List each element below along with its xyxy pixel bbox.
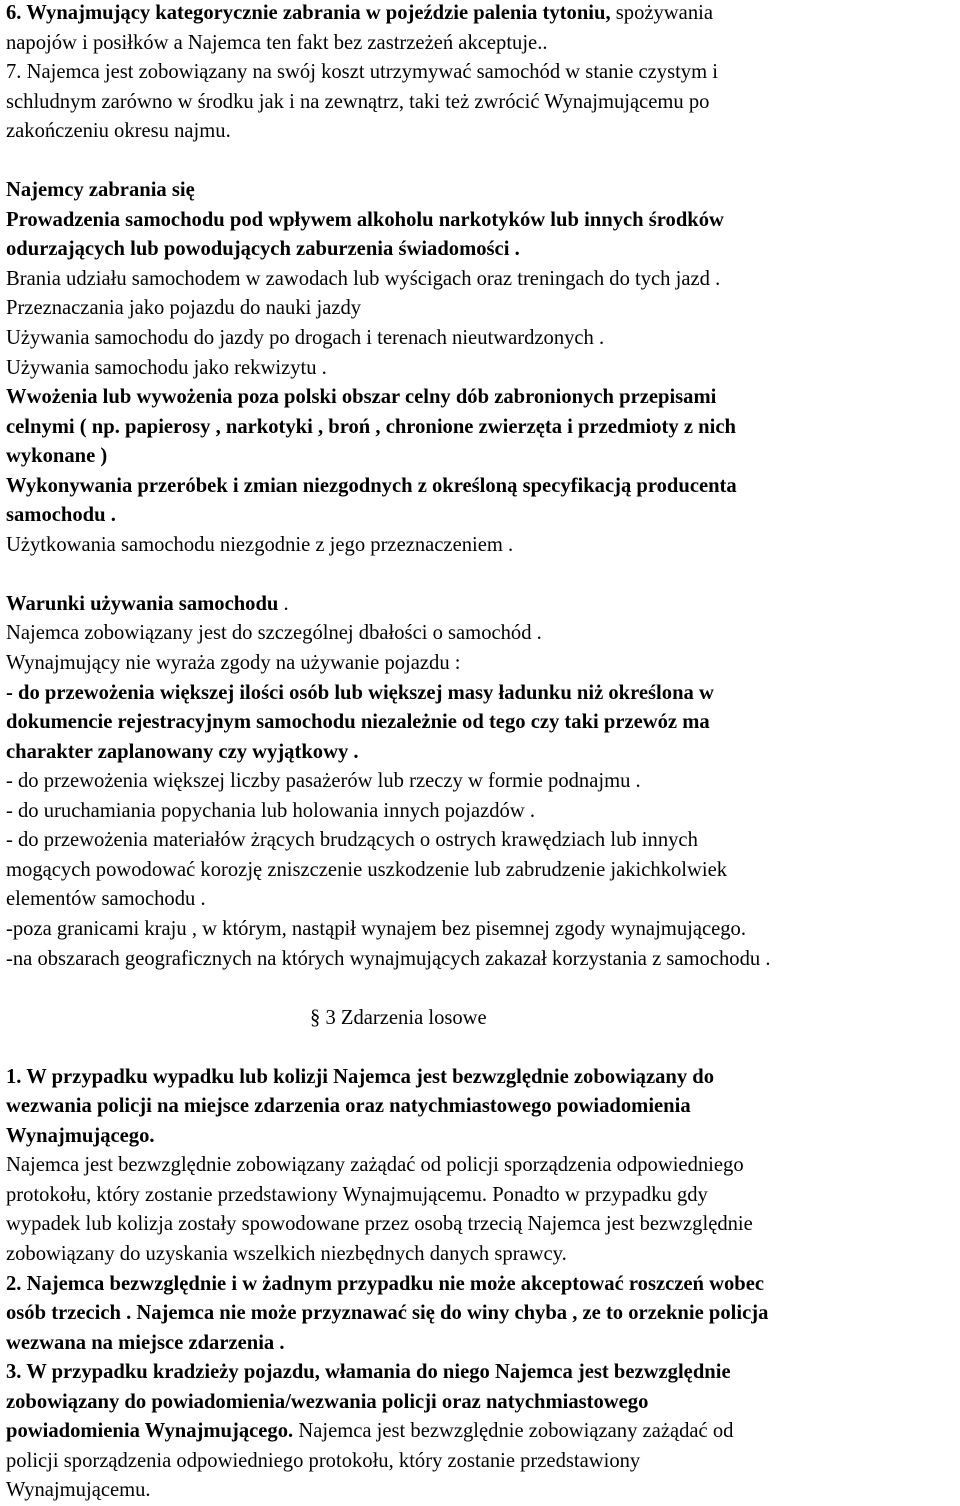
text-line (6, 1210, 954, 1240)
text-run: Używania samochodu do jazdy po drogach i terenach nieutwardzonych . (6, 327, 605, 350)
text-line (6, 472, 954, 502)
text-line (6, 590, 954, 620)
document-page (6, 0, 954, 1506)
text-line (6, 1329, 954, 1359)
text-line (6, 1063, 954, 1093)
text-run: policji sporządzenia odpowiedniego protokołu, który zostanie przedstawiony (6, 1449, 641, 1472)
text-run: napojów i posiłków a Najemca ten fakt bez zastrzeżeń akceptuje.. (6, 31, 548, 54)
text-run: . (278, 592, 289, 615)
text-line (6, 826, 954, 856)
text-run: Najemca zobowiązany jest do szczególnej dbałości o samochód . (6, 622, 542, 645)
text-run: zakończeniu okresu najmu. (6, 120, 231, 143)
text-run: elementów samochodu . (6, 888, 206, 911)
text-line (6, 324, 954, 354)
bold-text-run: Wynajmującego. (6, 1124, 155, 1147)
text-line (6, 885, 954, 915)
text-run: schludnym zarówno w środku jak i na zewnątrz, taki też zwrócić Wynajmującemu po (6, 90, 710, 113)
bold-text-run: Wykonywania przeróbek i zmian niezgodnych z określoną specyfikacją producenta (6, 474, 737, 497)
bold-text-run: Warunki używania samochodu (6, 592, 279, 615)
text-line (6, 413, 954, 443)
text-run: -na obszarach geograficznych na których wynajmujących zakazał korzystania z samochodu . (6, 947, 771, 970)
text-run: - do przewożenia materiałów żrących brudzących o ostrych krawędziach lub innych (6, 829, 698, 852)
bold-text-run: 6. Wynajmujący kategorycznie zabrania w pojeździe palenia tytoniu, (6, 2, 611, 24)
bold-text-run: odurzających lub powodujących zaburzenia świadomości . (6, 238, 520, 261)
text-run: Brania udziału samochodem w zawodach lub wyścigach oraz treningach do tych jazd . (6, 267, 721, 290)
text-line (6, 797, 954, 827)
bold-text-run: powiadomienia Wynajmującego. (6, 1420, 294, 1443)
text-line (6, 708, 954, 738)
bold-text-run: wykonane ) (6, 445, 108, 468)
bold-text-run: 2. Najemca bezwzględnie i w żadnym przypadku nie może akceptować roszczeń wobec (6, 1272, 765, 1295)
bold-text-run: charakter zaplanowany czy wyjątkowy . (6, 740, 359, 763)
blank-line (6, 147, 954, 177)
text-run: 7. Najemca jest zobowiązany na swój koszt utrzymywać samochód w stanie czystym i (6, 61, 718, 84)
text-line (6, 501, 954, 531)
text-line (6, 206, 954, 236)
text-run: protokołu, który zostanie przedstawiony Wynajmującemu. Ponadto w przypadku gdy (6, 1183, 708, 1206)
text-line (6, 1240, 954, 1270)
text-line (6, 649, 954, 679)
text-line (6, 1417, 954, 1447)
bold-text-run: zobowiązany do powiadomienia/wezwania policji oraz natychmiastowego (6, 1390, 649, 1413)
text-run: spożywania (610, 2, 713, 24)
text-run: Wynajmujący nie wyraża zgody na używanie pojazdu : (6, 652, 461, 675)
text-run: mogących powodować korozję zniszczenie uszkodzenie lub zabrudzenie jakichkolwiek (6, 858, 728, 881)
bold-text-run: wezwana na miejsce zdarzenia . (6, 1331, 285, 1354)
text-line (6, 265, 954, 295)
bold-text-run: Najemcy zabrania się (6, 179, 195, 202)
text-run: § 3 Zdarzenia losowe (310, 1006, 487, 1029)
text-run: - do uruchamiania popychania lub holowania innych pojazdów . (6, 799, 535, 822)
text-run: Przeznaczania jako pojazdu do nauki jazdy (6, 297, 362, 320)
text-line (6, 1447, 954, 1477)
blank-line (6, 560, 954, 590)
text-line (6, 58, 954, 88)
text-line (6, 767, 954, 797)
text-line (6, 29, 954, 59)
bold-text-run: samochodu . (6, 504, 116, 527)
text-line (6, 619, 954, 649)
text-run: wypadek lub kolizja zostały spowodowane przez osobą trzecią Najemca jest bezwzględnie (6, 1213, 753, 1236)
bold-text-run: osób trzecich . Najemca nie może przyznawać się do winy chyba , ze to orzeknie policja (6, 1302, 769, 1325)
text-line (6, 176, 954, 206)
bold-text-run: wezwania policji na miejsce zdarzenia oraz natychmiastowego powiadomienia (6, 1095, 691, 1118)
text-line (6, 1476, 954, 1506)
text-line (6, 1299, 954, 1329)
text-line (6, 915, 954, 945)
text-run: Używania samochodu jako rekwizytu . (6, 356, 327, 379)
text-line (6, 1270, 954, 1300)
bold-text-run: Wwożenia lub wywożenia poza polski obszar celny dób zabronionych przepisami (6, 386, 717, 409)
text-run: Najemca jest bezwzględnie zobowiązany zażądać od (293, 1420, 734, 1443)
text-run: Najemca jest bezwzględnie zobowiązany zażądać od policji sporządzenia odpowiedniego (6, 1154, 744, 1177)
text-run: zobowiązany do uzyskania wszelkich niezbędnych danych sprawcy. (6, 1242, 567, 1265)
text-line (6, 1151, 954, 1181)
text-line (6, 354, 954, 384)
text-run: -poza granicami kraju , w którym, nastąpił wynajem bez pisemnej zgody wynajmującego. (6, 917, 746, 940)
text-line (6, 442, 954, 472)
text-line (6, 1388, 954, 1418)
text-line (6, 856, 954, 886)
section-heading (6, 1004, 954, 1034)
bold-text-run: - do przewożenia większej ilości osób lub większej masy ładunku niż określona w (6, 681, 714, 704)
text-line (6, 738, 954, 768)
text-line (6, 1181, 954, 1211)
text-line (6, 1358, 954, 1388)
text-run: Użytkowania samochodu niezgodnie z jego przeznaczeniem . (6, 533, 514, 556)
text-line (6, 117, 954, 147)
text-line (6, 1092, 954, 1122)
text-line (6, 88, 954, 118)
text-line (6, 945, 954, 975)
text-run: Wynajmującemu. (6, 1479, 151, 1502)
text-line (6, 294, 954, 324)
bold-text-run: 3. W przypadku kradzieży pojazdu, włamania do niego Najemca jest bezwzględnie (6, 1361, 731, 1384)
bold-text-run: celnymi ( np. papierosy , narkotyki , broń , chronione zwierzęta i przedmioty z nich (6, 415, 736, 438)
blank-line (6, 974, 954, 1004)
text-line (6, 1122, 954, 1152)
text-line (6, 679, 954, 709)
text-line (6, 383, 954, 413)
bold-text-run: dokumencie rejestracyjnym samochodu niezależnie od tego czy taki przewóz ma (6, 711, 710, 734)
bold-text-run: Prowadzenia samochodu pod wpływem alkoholu narkotyków lub innych środków (6, 208, 724, 231)
text-line (6, 531, 954, 561)
text-line (6, 0, 954, 29)
text-run: - do przewożenia większej liczby pasażerów lub rzeczy w formie podnajmu . (6, 770, 641, 793)
blank-line (6, 1033, 954, 1063)
text-line (6, 235, 954, 265)
bold-text-run: 1. W przypadku wypadku lub kolizji Najemca jest bezwzględnie zobowiązany do (6, 1065, 715, 1088)
